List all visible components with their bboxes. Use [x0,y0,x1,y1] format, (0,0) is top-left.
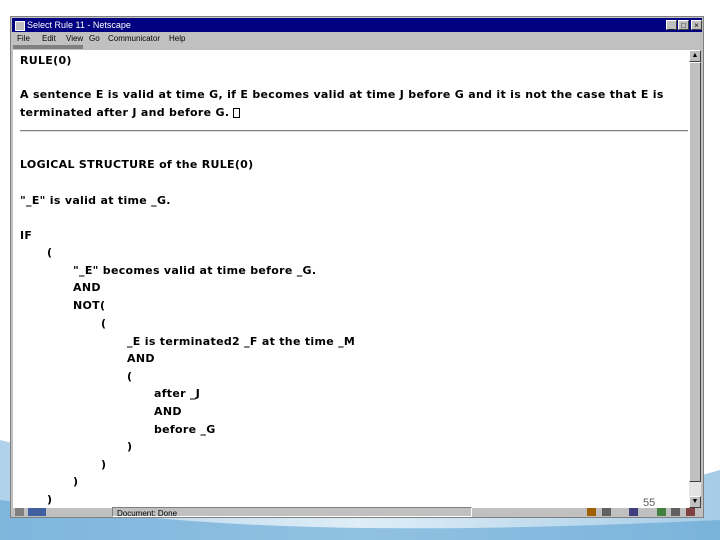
text-cursor-icon [233,108,240,118]
logic-line: AND [127,352,155,365]
menu-communicator[interactable]: Communicator [108,34,161,43]
menu-file[interactable]: File [17,34,30,43]
logic-line: NOT( [73,299,106,312]
vertical-scrollbar[interactable] [689,50,701,508]
scroll-up-icon[interactable]: ▲ [689,50,701,62]
status-bar [12,507,702,518]
minimize-button[interactable]: _ [666,20,677,30]
security-lock-icon [15,508,24,516]
logic-line: AND [73,281,101,294]
logic-line: ( [47,246,53,259]
logic-line: IF [20,229,33,242]
horizontal-rule [20,130,688,132]
close-button[interactable]: × [691,20,702,30]
logic-line: "_E" becomes valid at time before _G. [73,264,317,277]
discussion-icon[interactable] [671,508,680,516]
maximize-button[interactable]: □ [678,20,689,30]
page-content [13,50,689,508]
logic-line: before _G [154,423,216,436]
menu-edit[interactable]: Edit [42,34,56,43]
logic-line: ) [101,458,107,471]
logic-line: ) [47,493,53,506]
logic-line: "_E" is valid at time _G. [20,194,171,207]
menu-bar [12,32,702,45]
scroll-down-icon[interactable]: ▼ [689,496,701,508]
connection-icon [28,508,46,516]
sentence-line-2-wrap [20,106,240,119]
logic-line: ) [127,440,133,453]
netscape-icon [15,21,25,31]
logic-line: ) [73,475,79,488]
toolbar-grip[interactable] [13,45,83,49]
composer-icon[interactable] [657,508,666,516]
logic-line: after _J [154,387,201,400]
menu-view[interactable]: View [66,34,84,43]
navigator-icon[interactable] [602,508,611,516]
structure-heading: LOGICAL STRUCTURE of the RULE(0) [20,158,254,171]
menu-go[interactable]: Go [89,34,100,43]
scroll-thumb[interactable] [689,62,701,482]
component-icon [587,508,596,516]
window-title: Select Rule 11 - Netscape [27,20,131,30]
logic-line: ( [127,370,133,383]
menu-help[interactable]: Help [169,34,186,43]
edit-icon[interactable] [686,508,695,516]
sentence-line-2: terminated after J and before G. [20,106,230,119]
browser-window [10,16,704,518]
title-bar [12,18,702,32]
logic-line: ( [101,317,107,330]
slide-page-number: 55 [643,497,656,509]
rule-heading: RULE(0) [20,54,72,67]
logic-line: _E is terminated2 _F at the time _M [127,335,356,348]
logic-line: AND [154,405,182,418]
mail-icon[interactable] [629,508,638,516]
status-text: Document: Done [112,507,472,517]
sentence-line-1: A sentence E is valid at time G, if E becomes valid at time J before G and it is not the case that E is [20,88,664,101]
